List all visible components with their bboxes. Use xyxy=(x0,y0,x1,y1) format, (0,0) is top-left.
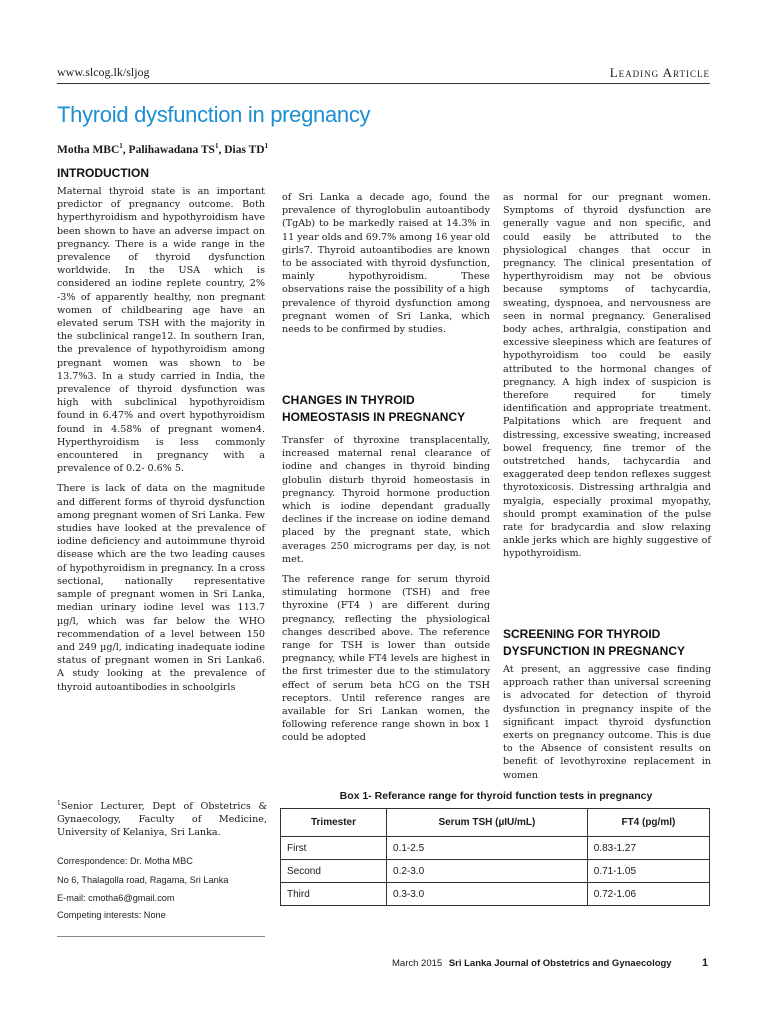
table-cell: 0.72-1.06 xyxy=(587,883,709,906)
table-cell: 0.3-3.0 xyxy=(387,883,588,906)
competing-interests: Competing interests: None xyxy=(57,910,166,920)
paragraph: as normal for our pregnant women. Symptoms of thyroid dysfunction are generally vague and non specific, and could easily be attributed to the physiological changes that occur in pregnancy. The clinical presentation of hyperthyroidism may not be obvious because symptoms of tachycardia, sweating, dyspnoea, and nervousness are seen in normal pregnancy. Generalised body aches, arthralgia, constipation and excessive sleepiness which are features of hypothyroidism too could be easily attributed to the hormonal changes of pregnancy. A high index of suspicion is therefore required for timely identification and appropriate treatment. Palpitations which are frequent and distressing, excessive sweating, increased bowel frequency, fine tremor of the outstretched hands, tachycardia and exaggerated deep tendon reflexes suggest thyrotoxicosis. Distressing arthralgia and myalgia, especially proximal myopathy, should prompt examination of the pulse rate for bradycardia and slow relaxing ankle jerks which are highly suggestive of hypothyroidism. xyxy=(503,192,711,560)
table-cell: 0.2-3.0 xyxy=(387,860,588,883)
paragraph: There is lack of data on the magnitude and different forms of thyroid dysfunction among pregnant women of Sri Lanka. Few studies have looked at the prevalence of iodine deficiency and autoimmune thyroid disease which are the two leading causes of hypothyroidism in pregnancy. In a cross sectional, nationally representative sample of pregnant women in Sri Lanka, median urinary iodine level was 113.7 µg/l, which was far below the WHO recommendation of a level between 150 and 249 µg/l, indicating inadequate iodine status of pregnant women in Sri Lanka6. A study looking at the prevalence of thyroid autoantibodies in schoolgirls xyxy=(57,483,265,693)
changes-heading: CHANGES IN THYROID HOMEOSTASIS IN PREGNANCY xyxy=(282,393,466,424)
table-cell: Third xyxy=(281,883,387,906)
correspondence-address: No 6, Thalagolla road, Ragama, Sri Lanka xyxy=(57,875,229,885)
issue-date: March 2015 xyxy=(392,958,443,969)
author-list: Motha MBC$^1$, Palihawadana $TS^1$, Dias $TD^1$ xyxy=(57,142,269,156)
author-affiliation: 1 xyxy=(119,142,123,150)
footnote-rule xyxy=(57,936,265,937)
column-3-lower xyxy=(503,663,711,789)
box-caption: Box 1- Referance range for thyroid function tests in pregnancy xyxy=(339,790,653,802)
article-title: Thyroid dysfunction in pregnancy xyxy=(57,102,371,127)
reference-range-table xyxy=(280,808,710,906)
paragraph: Maternal thyroid state is an important predictor of pregnancy outcome. Both hyperthyroidism and hypothyroidism have been shown to have an adverse impact on pregnancy. There is a wide range in the prevalence of thyroid dysfunction worldwide. In the USA which is considered an iodine replete country, 2% -3% of apparently healthy, non pregnant women of childbearing age have an elevated serum TSH with the majority in the subclinical range12. In southern Iran, the prevalence of hypothyroidism among pregnant women was shown to be 13.7%3. In a study carried in India, the prevalence of thyroid dysfunction was high with subclinical hypothyroidism found in 6.47% and overt hypothyroidism found in 4.58% of pregnant women4. Hyperthyroidism is less commonly encountered in pregnancy with a prevalence of 0.2- 0.6% 5. xyxy=(57,186,265,475)
table-header-row xyxy=(281,809,710,837)
author-name: Palihawadana TS xyxy=(128,143,215,156)
section-label: Leading Article xyxy=(609,65,710,80)
column-3 xyxy=(503,191,711,568)
table-cell: First xyxy=(281,837,387,860)
journal-url[interactable]: www.slcog.lk/sljog xyxy=(57,65,150,79)
paragraph: The reference range for serum thyroid stimulating hormone (TSH) and free thyroxine (FT4 ) are different during pregnancy, reflecting the physiological changes described above. The reference range for TSH is lower than outside pregnancy, while FT4 levels are highest in the first trimester due to the stimulatory effect of serum beta hCG on the TSH receptors. Until reference ranges are available for Sri Lankan women, the following reference range shown in box 1 could be adopted xyxy=(282,574,490,744)
table-row xyxy=(281,883,710,906)
header-tsh: Serum TSH (µIU/mL) xyxy=(387,809,588,837)
correspondence-email[interactable]: E-mail: cmotha6@gmail.com xyxy=(57,893,175,903)
column-2-lower xyxy=(282,434,490,752)
footnote-marker: 1 xyxy=(57,800,61,807)
header-trimester: Trimester xyxy=(281,809,387,837)
paragraph: At present, an aggressive case finding approach rather than universal screening is advocated for detection of thyroid dysfunction in pregnancy inspite of the significant impact thyroid dysfunction exerts on pregnancy outcome. This is due to the Absence of consistent results on benefit of levothyroxine replacement in women xyxy=(503,664,711,781)
introduction-heading: INTRODUCTION xyxy=(57,166,149,180)
author-name: Dias TD xyxy=(224,143,265,156)
header-rule xyxy=(57,83,710,84)
column-1 xyxy=(57,185,265,701)
table-row xyxy=(281,837,710,860)
header-ft4: FT4 (pg/ml) xyxy=(587,809,709,837)
paragraph: of Sri Lanka a decade ago, found the prevalence of thyroglobulin autoantibody (TgAb) to be markedly raised at 14.3% in 11 year olds and 69.7% among 16 year old girls7. Thyroid autoantibodies are known to be associated with thyroid dysfunction, mainly hypothyroidism. These observations raise the possibility of a high prevalence of thyroid dysfunction among pregnant women of Sri Lanka, which needs to be confirmed by studies. xyxy=(282,192,490,336)
column-2 xyxy=(282,191,490,343)
author-name: Motha MBC xyxy=(57,143,120,156)
correspondence-name: Correspondence: Dr. Motha MBC xyxy=(57,856,193,866)
journal-name: Sri Lanka Journal of Obstetrics and Gynaecology xyxy=(448,958,672,969)
footnote-text: Senior Lecturer, Dept of Obstetrics & Gynaecology, Faculty of Medicine, University of Kelaniya, Sri Lanka. xyxy=(57,801,267,839)
table-cell: 0.83-1.27 xyxy=(587,837,709,860)
page-footer xyxy=(392,958,672,969)
table-cell: 0.1-2.5 xyxy=(387,837,588,860)
author-affiliation: 1 xyxy=(264,142,269,150)
paragraph: Transfer of thyroxine transplacentally, increased maternal renal clearance of iodine and changes in thyroid binding globulin disturb thyroid homeostasis in pregnancy. Thyroid hormone production which is iodine dependant gradually declines if the increase on iodine demand placed by the pregnant state, which averages 250 micrograms per day, is not met. xyxy=(282,435,490,565)
table-cell: Second xyxy=(281,860,387,883)
screening-heading: SCREENING FOR THYROID DYSFUNCTION IN PREGNANCY xyxy=(503,627,686,658)
page-number: 1 xyxy=(702,957,709,969)
author-affiliation: 1 xyxy=(214,142,219,150)
affiliation-footnote xyxy=(57,797,267,839)
table-row xyxy=(281,860,710,883)
table-cell: 0.71-1.05 xyxy=(587,860,709,883)
